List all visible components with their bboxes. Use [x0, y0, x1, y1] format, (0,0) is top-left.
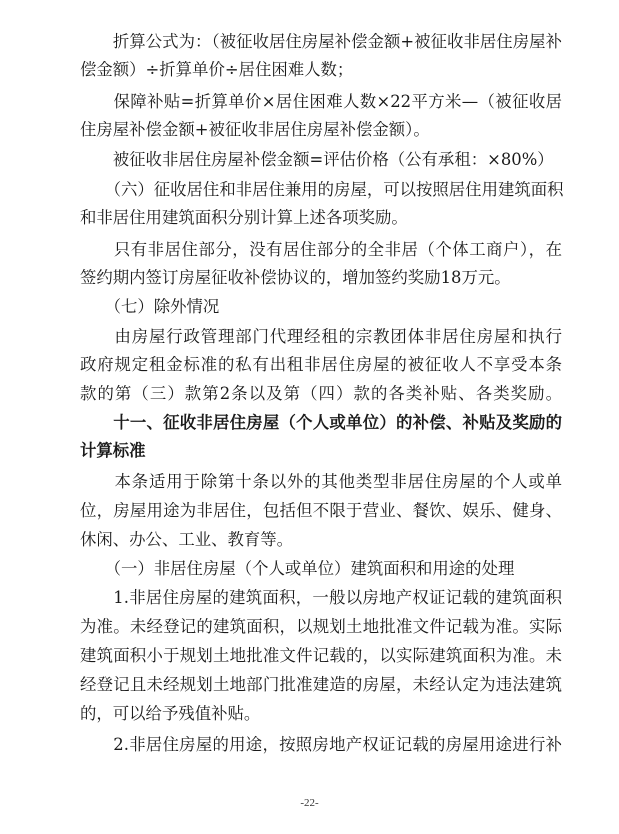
text-line: 为准。未经登记的建筑面积，以规划土地批准文件记载为准。实际: [80, 617, 562, 636]
text-line: 由房屋行政管理部门代理经租的宗教团体非居住房屋和执行: [80, 327, 562, 346]
text-line: 位，房屋用途为非居住，包括但不限于营业、餐饮、娱乐、健身、: [80, 501, 562, 520]
text-line: 保障补贴=折算单价×居住困难人数×22平方米—（被征收居: [80, 92, 562, 111]
text-line: 休闲、办公、工业、教育等。: [80, 530, 294, 549]
text-line: 1.非居住房屋的建筑面积，一般以房地产权证记载的建筑面积: [80, 588, 562, 607]
text-line: （六）征收居住和非居住兼用的房屋，可以按照居住用建筑面积: [80, 180, 564, 199]
text-line: 被征收非居住房屋补偿金额=评估价格（公有承租：×80%）: [80, 150, 554, 169]
article-heading: 计算标准: [80, 441, 146, 460]
section-heading: （一）非居住房屋（个人或单位）建筑面积和用途的处理: [80, 559, 515, 578]
text-line: 2.非居住房屋的用途，按照房地产权证记载的房屋用途进行补: [80, 735, 562, 754]
text-line: 建筑面积小于规划土地批准文件记载的，以实际建筑面积为准。未: [80, 646, 562, 665]
section-heading: （七）除外情况: [80, 297, 220, 316]
text-line: 偿金额）÷折算单价÷居住困难人数；: [80, 60, 354, 79]
text-line: 的，可以给予残值补贴。: [80, 704, 261, 723]
text-line: 本条适用于除第十条以外的其他类型非居住房屋的个人或单: [80, 472, 562, 491]
text-line: 只有非居住部分，没有居住部分的全非居（个体工商户），在: [80, 240, 562, 259]
text-line: 政府规定租金标准的私有出租非居住房屋的被征收人不享受本条: [80, 355, 562, 374]
text-line: 签约期内签订房屋征收补偿协议的，增加签约奖励18万元。: [80, 268, 511, 287]
page-number: -22-: [300, 797, 319, 809]
text-line: 折算公式为：（被征收居住房屋补偿金额+被征收非居住房屋补: [80, 32, 562, 51]
text-line: 款的第（三）款第2条以及第（四）款的各类补贴、各类奖励。: [80, 384, 562, 403]
text-line: 和非居住用建筑面积分别计算上述各项奖励。: [80, 208, 408, 227]
text-line: 住房屋补偿金额+被征收非居住房屋补偿金额）。: [80, 120, 430, 139]
article-heading: 十一、征收非居住房屋（个人或单位）的补偿、补贴及奖励的: [80, 413, 562, 432]
text-line: 经登记且未经规划土地部门批准建造的房屋，未经认定为违法建筑: [80, 675, 562, 694]
